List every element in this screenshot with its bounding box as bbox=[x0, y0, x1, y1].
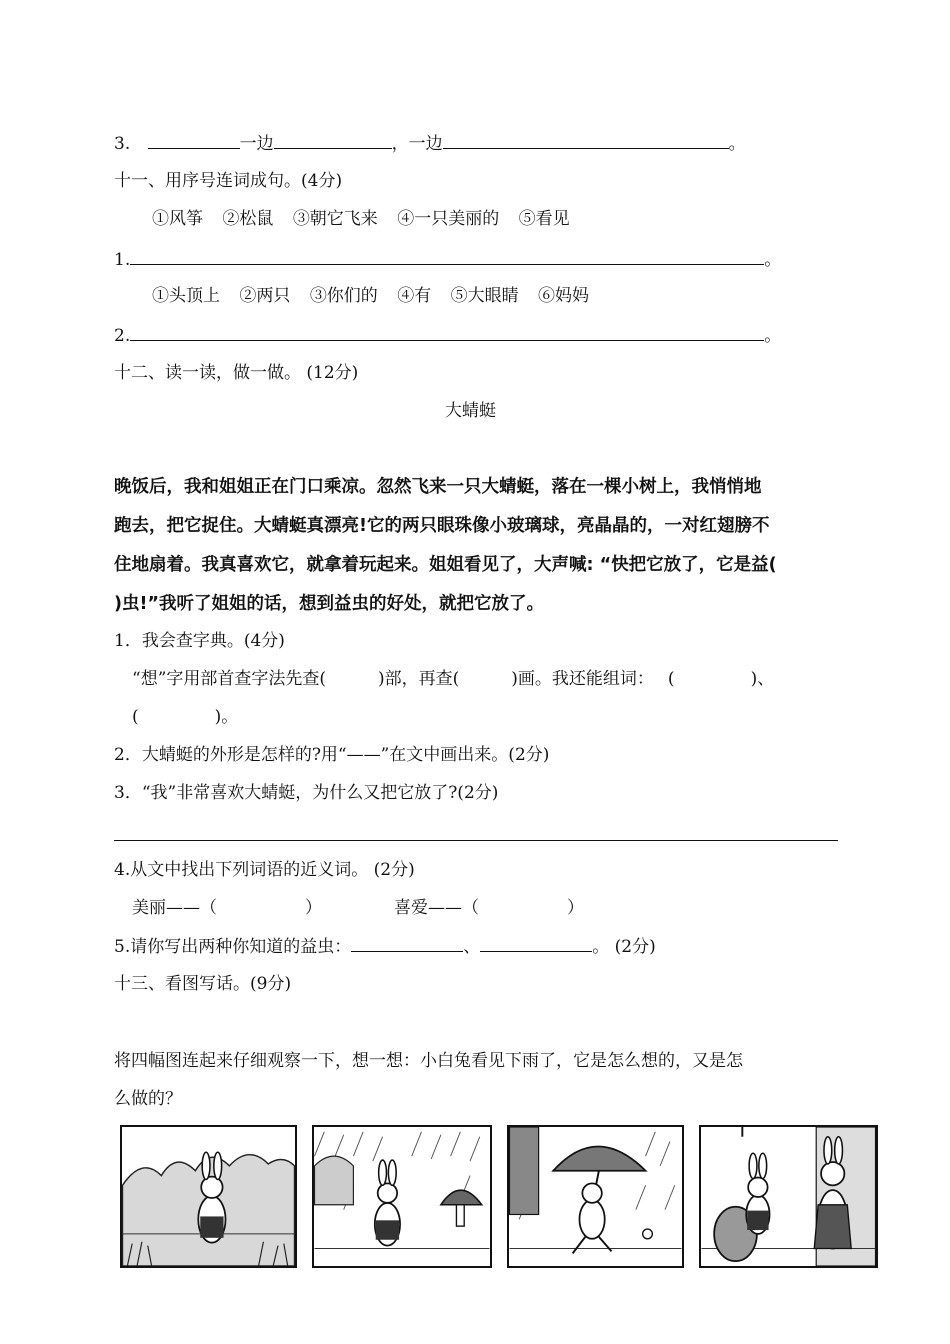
synonym-prompt: 美丽——（ bbox=[132, 898, 217, 918]
word-chip: ①头顶上 bbox=[152, 286, 220, 306]
question-4: 4.从文中找出下列词语的近义词。 (2分) bbox=[114, 860, 415, 880]
answer-rule[interactable] bbox=[114, 840, 838, 841]
punctuation: 。 bbox=[764, 326, 782, 346]
answer-blank[interactable] bbox=[130, 248, 764, 265]
prompt-text: )画。我还能组词： bbox=[511, 669, 654, 689]
prompt-text: ） bbox=[567, 898, 584, 918]
picture-panel-4 bbox=[699, 1125, 878, 1268]
word-chip: ①风筝 bbox=[152, 209, 203, 229]
picture-panel-1 bbox=[120, 1125, 297, 1268]
section-title-11: 十一、用序号连词成句。(4分) bbox=[114, 171, 343, 191]
story-line: 跑去，把它捉住。大蜻蜓真漂亮!它的两只眼珠像小玻璃球，亮晶晶的，一对红翅膀不 bbox=[114, 516, 770, 536]
punctuation: 、 bbox=[463, 937, 481, 957]
prompt-text: )部，再查( bbox=[378, 669, 460, 689]
word-chip: ⑥妈妈 bbox=[538, 286, 590, 306]
word-chip: ②松鼠 bbox=[222, 209, 274, 229]
story-title: 大蜻蜓 bbox=[445, 401, 496, 421]
rabbit-mushroom-umbrella-illustration bbox=[509, 1127, 682, 1266]
question-4-items bbox=[132, 897, 584, 919]
item-number: 1. bbox=[114, 250, 131, 270]
answer-blank[interactable] bbox=[274, 132, 392, 149]
word-text: 一边 bbox=[239, 134, 274, 154]
punctuation: 。 bbox=[728, 134, 746, 154]
picture-panel-2 bbox=[312, 1125, 492, 1268]
rabbit-mother-illustration bbox=[701, 1127, 876, 1266]
item-number: 3. bbox=[114, 134, 131, 154]
question-1: 1．我会查字典。(4分) bbox=[114, 631, 285, 651]
picture-panel-3 bbox=[507, 1125, 684, 1268]
prompt-text: ( bbox=[667, 669, 675, 689]
section-title-12: 十二、读一读，做一做。 (12分) bbox=[114, 363, 359, 383]
word-chip: ④有 bbox=[397, 286, 432, 306]
word-chip: ③朝它飞来 bbox=[292, 209, 378, 229]
prompt-text: ( bbox=[132, 707, 139, 727]
fill-sentence-3 bbox=[114, 132, 746, 155]
word-chip: ⑤大眼睛 bbox=[450, 286, 519, 306]
prompt-line: 将四幅图连起来仔细观察一下，想一想：小白兔看见下雨了，它是怎么想的，又是怎 bbox=[114, 1051, 743, 1071]
punctuation: 。 bbox=[764, 250, 782, 270]
word-chip: ⑤看见 bbox=[518, 209, 570, 229]
prompt-text: )。 bbox=[214, 707, 239, 727]
story-line: 晚饭后，我和姐姐正在门口乘凉。忽然飞来一只大蜻蜓，落在一棵小树上，我悄悄地 bbox=[114, 477, 762, 497]
question-5 bbox=[114, 935, 656, 958]
item-number: 2. bbox=[114, 326, 131, 346]
word-chip: ③你们的 bbox=[309, 286, 378, 306]
word-text: ，一边 bbox=[391, 134, 443, 154]
answer-line-1 bbox=[114, 248, 781, 271]
story-paragraph bbox=[114, 468, 844, 624]
prompt-text: 5.请你写出两种你知道的益虫： bbox=[114, 937, 352, 957]
answer-line-2 bbox=[114, 324, 781, 347]
rabbit-rain-illustration bbox=[314, 1127, 490, 1266]
answer-blank[interactable] bbox=[351, 935, 463, 952]
answer-blank[interactable] bbox=[480, 935, 592, 952]
question-3: 3．“我”非常喜欢大蜻蜓，为什么又把它放了?(2分) bbox=[114, 783, 499, 803]
prompt-text: 。 (2分) bbox=[592, 937, 656, 957]
word-group-2 bbox=[152, 285, 589, 307]
answer-blank[interactable] bbox=[148, 132, 240, 149]
word-group-1 bbox=[152, 208, 570, 230]
prompt-line: 么做的？ bbox=[114, 1089, 182, 1109]
word-chip: ④一只美丽的 bbox=[397, 209, 500, 229]
question-2: 2．大蜻蜓的外形是怎样的?用“——”在文中画出来。(2分) bbox=[114, 745, 550, 765]
prompt-text: )、 bbox=[750, 669, 775, 689]
rabbit-meadow-illustration bbox=[122, 1127, 295, 1266]
answer-blank[interactable] bbox=[130, 324, 764, 341]
story-line: )虫!”我听了姐姐的话，想到益虫的好处，就把它放了。 bbox=[114, 594, 544, 614]
question-1-detail-cont bbox=[132, 706, 238, 728]
answer-blank[interactable] bbox=[443, 132, 729, 149]
prompt-text: “想”字用部首查字法先查( bbox=[132, 669, 327, 689]
story-line: 住地扇着。我真喜欢它，就拿着玩起来。姐姐看见了，大声喊: “快把它放了，它是益( bbox=[114, 555, 777, 575]
prompt-text: ） bbox=[305, 898, 322, 918]
question-1-detail bbox=[132, 668, 774, 690]
synonym-prompt: 喜爱——（ bbox=[394, 898, 479, 918]
section-title-13: 十三、看图写话。(9分) bbox=[114, 974, 292, 994]
word-chip: ②两只 bbox=[239, 286, 291, 306]
